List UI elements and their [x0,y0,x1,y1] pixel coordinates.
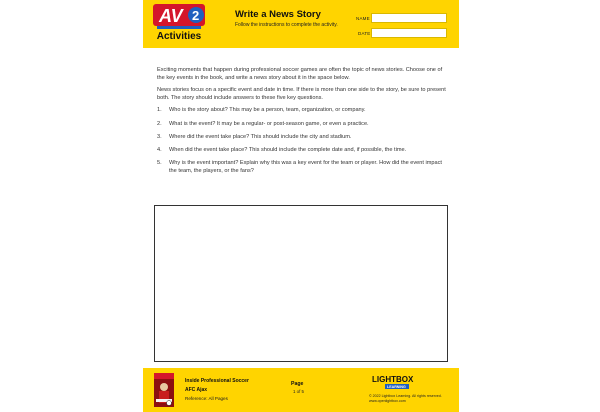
question-text: What is the event? It may be a regular- or post-season game, or even a practice. [169,120,369,127]
worksheet-page [143,0,459,412]
question-number: 2. [157,120,162,127]
copyright-block [369,394,442,404]
question-number: 1. [157,107,162,114]
page-title: Write a News Story [235,9,321,20]
svg-text:2: 2 [192,8,200,23]
list-item [157,106,447,114]
instructions-paragraph: News stories focus on a specific event and date in time. If there is more than one side to the story, be sure to present both. The story should include answers to these five key questions. [157,87,446,102]
book-reference: Reference: All Pages [185,396,228,401]
header-band [143,0,459,48]
story-answer-box[interactable] [154,205,448,362]
question-list [157,106,447,175]
copyright-text: © 2022 Lightbox Learning. All rights reserved. [369,394,442,398]
list-item [157,146,447,154]
name-label: NAME [356,16,370,21]
instructions-section [157,66,447,180]
list-item [157,120,447,128]
page-number: 1 of 5 [293,389,304,394]
question-text: Why is the event important? Explain why this was a key event for the team or player. How did the event impact the team, the players, or the fans? [169,159,442,174]
question-text: Where did the event take place? This should include the city and stadium. [169,133,352,140]
question-text: When did the event take place? This should include the complete date and, if possible, the time. [169,146,407,153]
question-number: 5. [157,159,162,166]
website-link[interactable]: www.openlightbox.com [369,399,406,404]
date-field[interactable] [371,28,447,38]
list-item [157,133,447,141]
question-number: 3. [157,133,162,140]
page-subtitle: Follow the instructions to complete the activity. [235,22,338,28]
brand-sub: LEARNING [387,385,406,389]
date-label: DATE [358,31,371,36]
svg-text:AV: AV [159,6,183,26]
book-title: Inside Professional Soccer [185,378,249,384]
logo-tagline: Activities [156,31,202,42]
av2-logo [151,4,207,44]
question-number: 4. [157,146,162,153]
book-subtitle: AFC Ajax [185,387,208,393]
brand-name: LIGHTBOX [372,375,414,384]
page-label: Page [291,381,304,387]
lightbox-logo [369,374,429,390]
book-cover-image [154,373,174,407]
question-text: Who is the story about? This may be a person, team, organization, or company. [169,107,366,114]
footer-band [143,368,459,412]
name-field[interactable] [371,13,447,23]
av2-logo-mark [153,4,205,30]
intro-paragraph: Exciting moments that happen during professional soccer games are often the topic of news stories. Choose one of the key events in the book, and write a news story about it in the space below. [157,67,443,82]
list-item [157,159,447,175]
